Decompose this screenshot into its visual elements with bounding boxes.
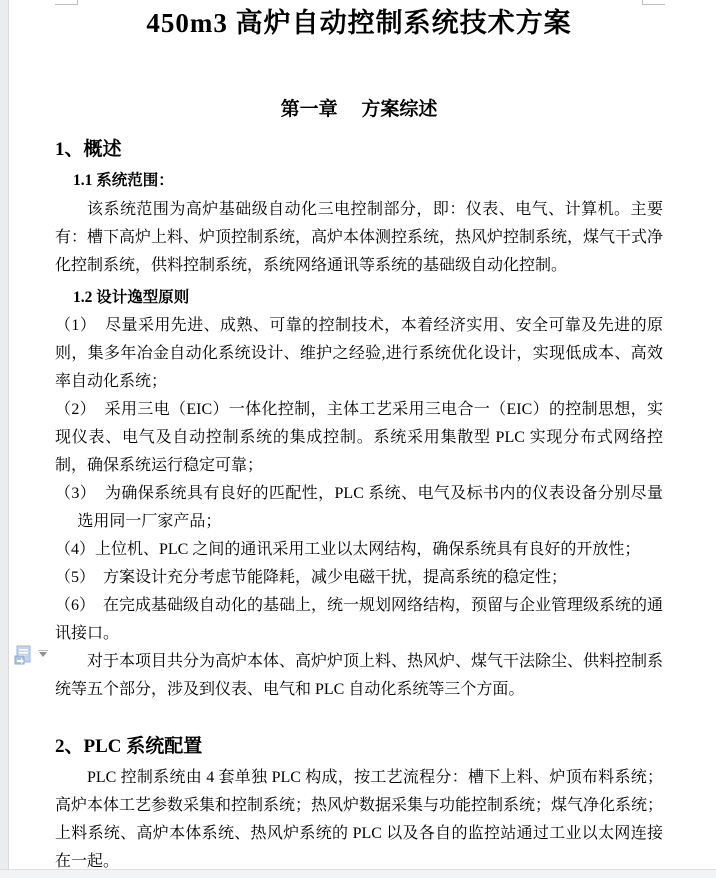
subsection-1-2-heading: 1.2 设计逸型原则: [73, 289, 190, 306]
design-principles-list: [55, 312, 663, 648]
section-1-heading: 1、概述: [55, 139, 122, 160]
principle-item-5: （5） 方案设计充分考虑节能降耗，减少电磁干扰，提高系统的稳定性；: [55, 569, 568, 586]
principle-item-1: （1） 尽量采用先进、成熟、可靠的控制技术，本着经济实用、安全可靠及先进的原则，集多年冶金自动化系统设计、维护之经验,进行系统优化设计，实现低成本、高效率自动化系统；: [55, 317, 663, 390]
chapter-heading: 第一章 方案综述: [280, 99, 438, 120]
principle-item-4: （4）上位机、PLC 之间的通讯采用工业以太网结构，确保系统具有良好的开放性；: [55, 541, 641, 558]
document-title: 450m3 高炉自动控制系统技术方案: [146, 8, 572, 38]
margin-widget-button[interactable]: [13, 644, 49, 668]
principle-item-2: （2） 采用三电（EIC）一体化控制，主体工艺采用三电合一（EIC）的控制思想，实现仪表、电气及自动控制系统的集成控制。系统采用集散型 PLC 实现分布式网络控制，确保系统运行稳定可靠；: [55, 401, 663, 474]
dropdown-caret-bar: [38, 650, 48, 651]
principle-item-3: （3） 为确保系统具有良好的匹配性，PLC 系统、电气及标书内的仪表设备分别尽量选用同一厂家产品；: [55, 485, 663, 530]
section-2-heading: 2、PLC 系统配置: [55, 736, 203, 757]
section-1-closing-paragraph: 对于本项目共分为高炉本体、高炉炉顶上料、热风炉、煤气干法除尘、供料控制系统等五个部分，涉及到仪表、电气和 PLC 自动化系统等三个方面。: [55, 653, 664, 698]
dropdown-caret-icon: [39, 652, 47, 657]
principle-item-6: （6） 在完成基础级自动化的基础上，统一规划网络结构，预留与企业管理级系统的通讯接口。: [55, 597, 664, 642]
subsection-1-1-heading: 1.1 系统范围：: [73, 172, 174, 189]
plc-config-paragraph: PLC 控制系统由 4 套单独 PLC 构成，按工艺流程分：槽下上料、炉顶布料系统；高炉本体工艺参数采集和控制系统；热风炉数据采集与功能控制系统；煤气净化系统；上料系统、高炉本体系统、热风炉系统的 PLC 以及各自的监控站通过工业以太网连接在一起。: [55, 769, 664, 870]
scope-paragraph: 该系统范围为高炉基础级自动化三电控制部分，即：仪表、电气、计算机。主要有：槽下高炉上料、炉顶控制系统，高炉本体测控系统，热风炉控制系统，煤气干式净化控制系统，供料控制系统，系统网络通讯等系统的基础级自动化控制。: [55, 201, 664, 274]
